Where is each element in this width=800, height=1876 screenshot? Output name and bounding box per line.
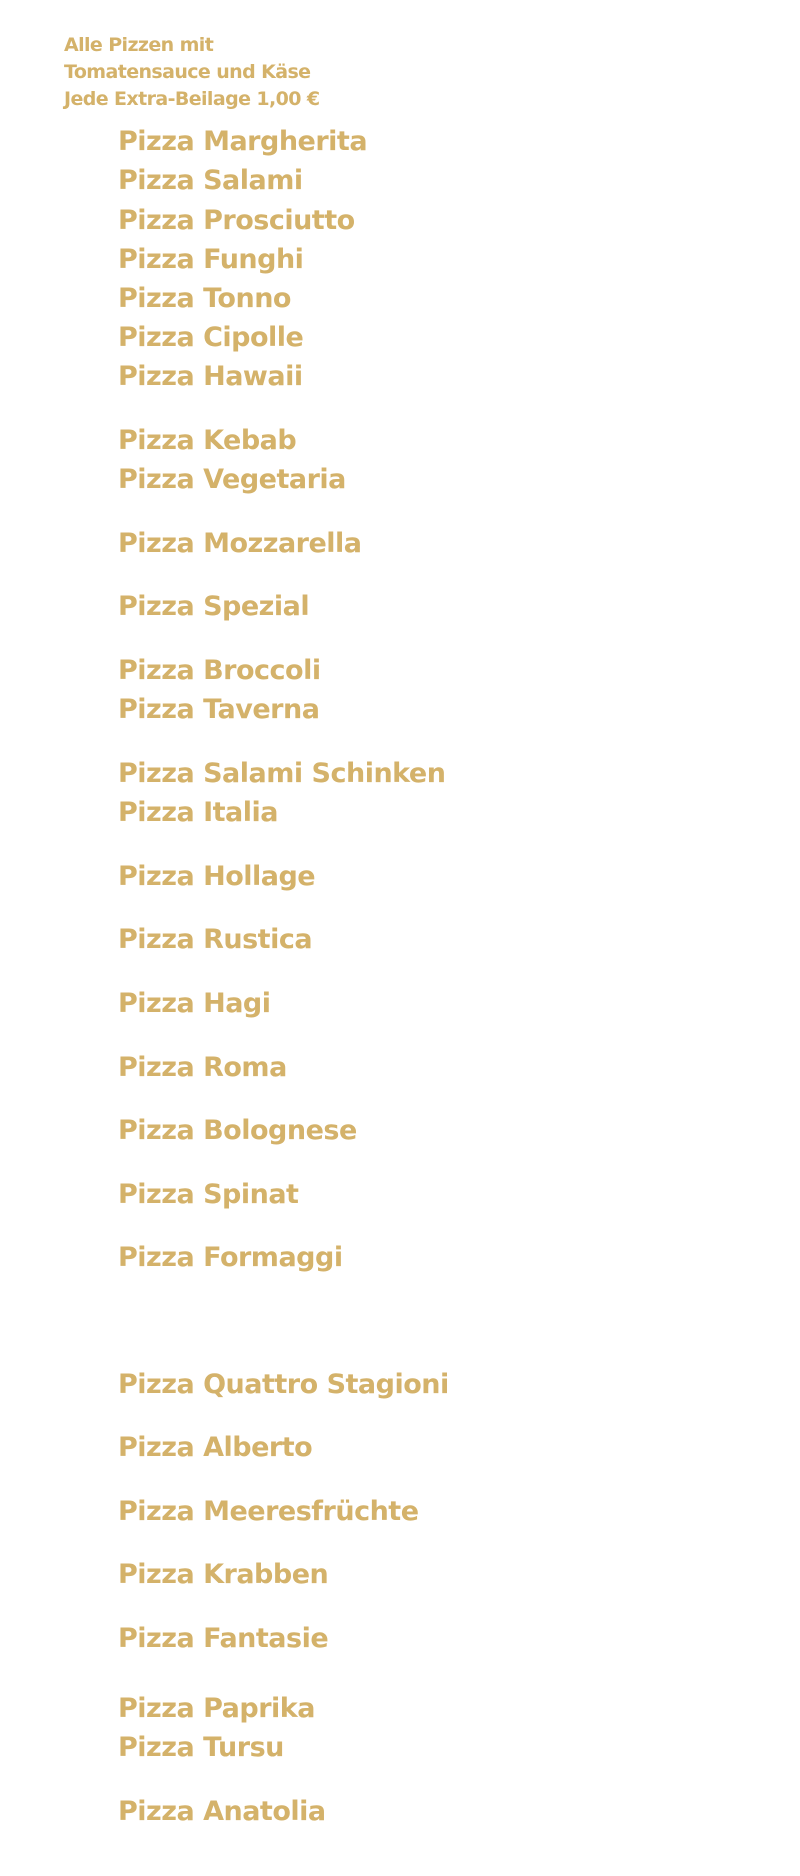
pizza-item: Pizza Krabben <box>118 1559 329 1590</box>
pizza-item: Pizza Meeresfrüchte <box>118 1496 419 1527</box>
pizza-item: Pizza Broccoli <box>118 655 321 686</box>
menu-intro <box>64 32 319 113</box>
pizza-item: Pizza Bolognese <box>118 1115 357 1146</box>
pizza-item: Pizza Kebab <box>118 425 297 456</box>
pizza-item: Pizza Taverna <box>118 694 320 725</box>
pizza-item: Pizza Anatolia <box>118 1796 326 1827</box>
intro-line-2: Tomatensauce und Käse <box>64 61 311 83</box>
pizza-item: Pizza Salami <box>118 165 303 196</box>
pizza-item: Pizza Paprika <box>118 1693 315 1724</box>
pizza-item: Pizza Italia <box>118 797 278 828</box>
intro-line-1: Alle Pizzen mit <box>64 34 214 56</box>
pizza-item: Pizza Alberto <box>118 1432 313 1463</box>
pizza-item: Pizza Hawaii <box>118 361 303 392</box>
pizza-item: Pizza Cipolle <box>118 322 304 353</box>
pizza-item: Pizza Formaggi <box>118 1242 343 1273</box>
pizza-item: Pizza Quattro Stagioni <box>118 1369 449 1400</box>
intro-line-3: Jede Extra-Beilage 1,00 € <box>64 88 320 110</box>
pizza-item: Pizza Prosciutto <box>118 205 355 236</box>
pizza-item: Pizza Spinat <box>118 1179 299 1210</box>
pizza-item: Pizza Tursu <box>118 1732 284 1763</box>
pizza-item: Pizza Vegetaria <box>118 464 346 495</box>
pizza-item: Pizza Tonno <box>118 283 291 314</box>
pizza-item: Pizza Spezial <box>118 591 310 622</box>
pizza-item: Pizza Fantasie <box>118 1623 329 1654</box>
pizza-item: Pizza Hagi <box>118 988 271 1019</box>
pizza-item: Pizza Hollage <box>118 861 316 892</box>
pizza-item: Pizza Mozzarella <box>118 528 362 559</box>
pizza-item: Pizza Margherita <box>118 126 368 157</box>
pizza-item: Pizza Funghi <box>118 244 304 275</box>
pizza-item: Pizza Rustica <box>118 924 313 955</box>
pizza-item: Pizza Salami Schinken <box>118 758 446 789</box>
pizza-item: Pizza Roma <box>118 1052 287 1083</box>
